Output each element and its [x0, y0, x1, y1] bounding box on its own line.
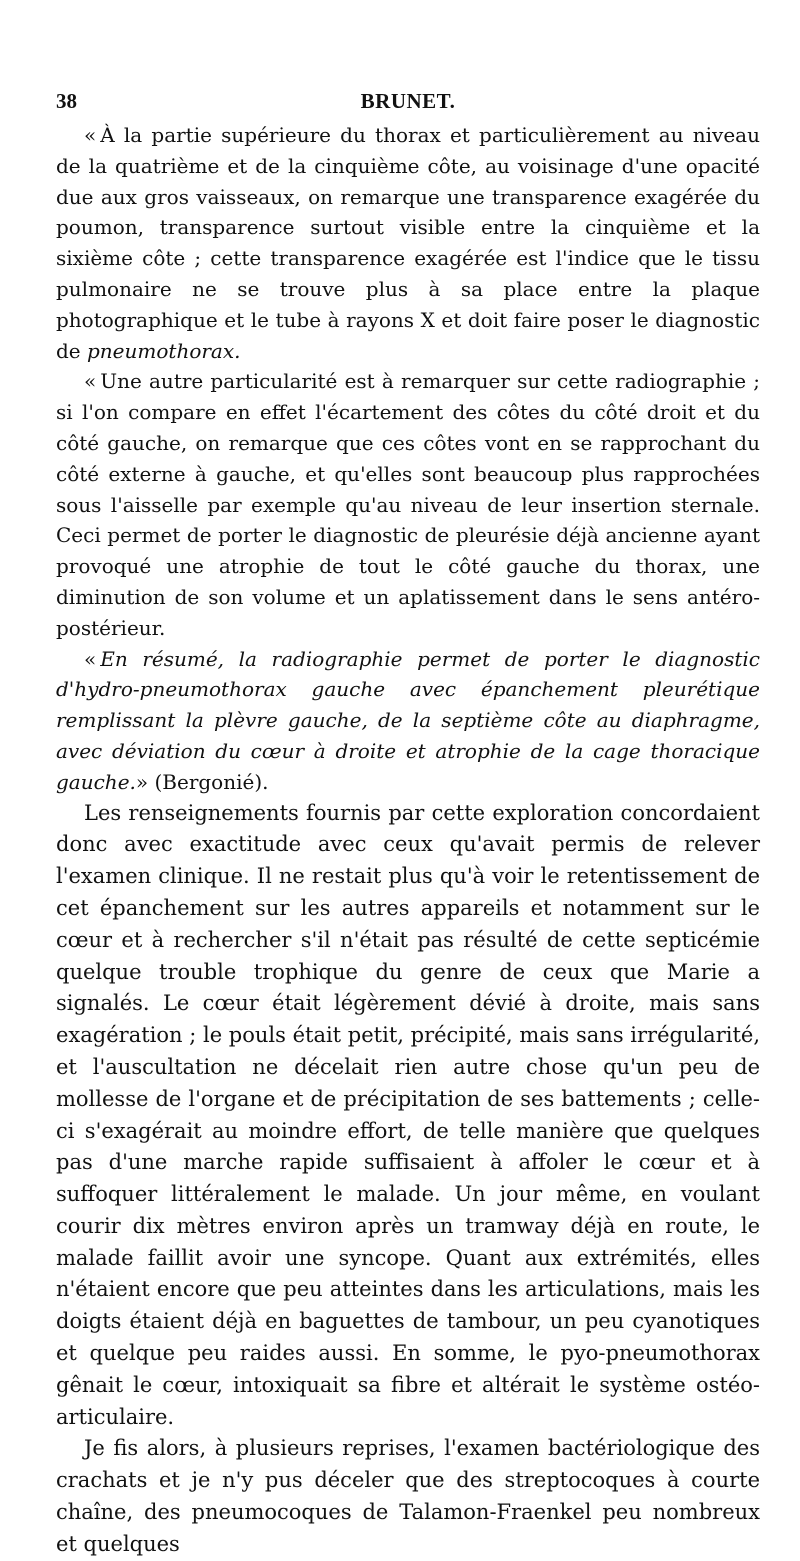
page-body — [56, 120, 760, 1561]
quote-mark: « — [84, 646, 97, 671]
running-head — [56, 86, 760, 120]
quote-paragraph-2 — [56, 366, 760, 643]
paragraph-text: À la partie supérieure du thorax et particulièrement au niveau de la quatrième et de la cinquième côte, au voisinage d'une opacité due aux gros vaisseaux, on remarque une transparence exagérée du poumon, transparence surtout visible entre la cinquième et la sixième côte ; cette transparence exagérée est l'indice que le tissu pulmonaire ne se trouve plus à sa place entre la plaque photographique et le tube à rayons X et doit faire poser le diagnostic de — [56, 123, 760, 363]
page-number: 38 — [56, 89, 77, 113]
quote-mark: « — [84, 369, 97, 394]
paragraph-text: Une autre particularité est à remarquer sur cette radiographie ; si l'on compare en effet l'écartement des côtes du côté droit et du côté gauche, on remarque que ces côtes vont en se rapprochant du côté externe à gauche, et qu'elles sont beaucoup plus rapprochées sous l'aisselle par exemple qu'au niveau de leur insertion sternale. Ceci permet de porter le diagnostic de pleurésie déjà ancienne ayant provoqué une atrophie de tout le côté gauche du thorax, une diminution de son volume et un aplatissement dans le sens antéro-postérieur. — [56, 369, 760, 640]
paragraph-5: Je fis alors, à plusieurs reprises, l'examen bactériologique des crachats et je n'y pus déceler que des streptocoques à courte chaîne, des pneumocoques de Talamon-Fraenkel peu nombreux et quelques — [56, 1436, 760, 1556]
quote-paragraph-3 — [56, 644, 760, 798]
citation: » (Bergonié). — [135, 769, 269, 794]
paragraph-4: Les renseignements fournis par cette exploration concordaient donc avec exactitude avec ceux qu'avait permis de relever l'examen clinique. Il ne restait plus qu'à voir le retentissement de cet épanchement sur les autres appareils et notamment sur le cœur et à rechercher s'il n'était pas résulté de cette septicémie quelque trouble trophique du genre de ceux que Marie a signalés. Le cœur était légèrement dévié à droite, mais sans exagération ; le pouls était petit, précipité, mais sans irrégularité, et l'auscultation ne décelait rien autre chose qu'un peu de mollesse de l'organe et de précipitation de ses battements ; celle-ci s'exagérait au moindre effort, de telle manière que quelques pas d'une marche rapide suffisaient à affoler le cœur et à suffoquer littéralement le malade. Un jour même, en voulant courir dix mètres environ après un tramway déjà en route, le malade faillit avoir une syncope. Quant aux extrémités, elles n'étaient encore que peu atteintes dans les articulations, mais les doigts étaient déjà en baguettes de tambour, un peu cyanotiques et quelque peu raides aussi. En somme, le pyo-pneumothorax gênait le cœur, intoxiquait sa fibre et altérait le système ostéo-articulaire. — [56, 800, 760, 1429]
running-title: BRUNET. — [360, 89, 456, 113]
italic-term: pneumothorax. — [87, 338, 241, 363]
quote-mark: « — [84, 123, 97, 147]
quote-paragraph-1 — [56, 120, 760, 366]
summary-italic-text: En résumé, la radiographie permet de porter le diagnostic d'hydro-pneumothorax gauche avec épanchement pleurétique remplissant la plèvre gauche, de la septième côte au diaphragme, avec déviation du cœur à droite et atrophie de la cage thoracique gauche. — [56, 646, 760, 794]
